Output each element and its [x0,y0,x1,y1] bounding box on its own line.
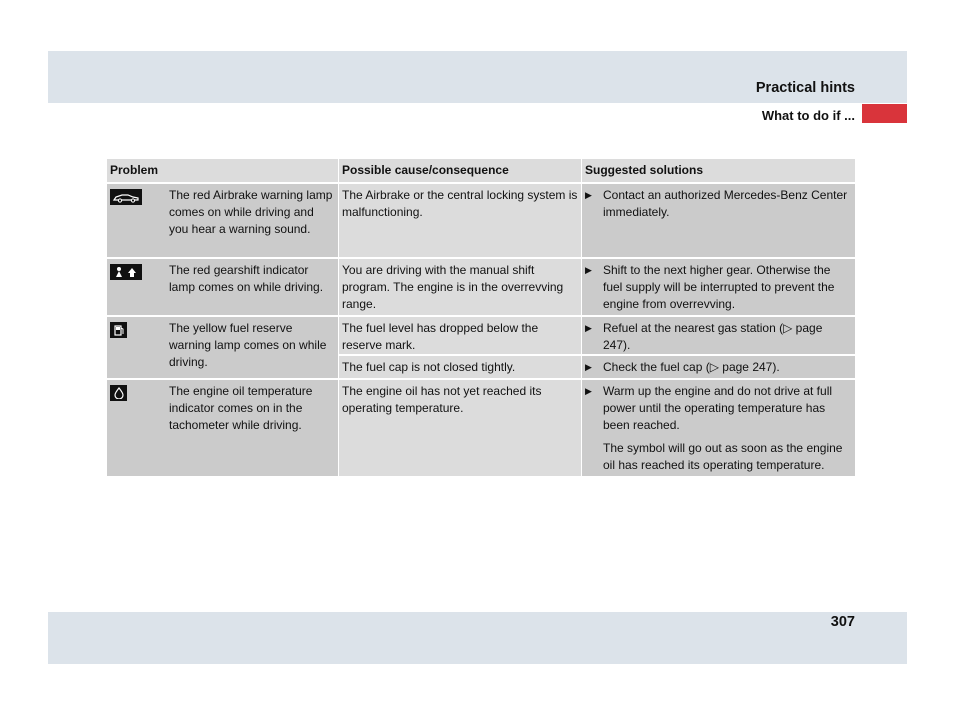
airbrake-car-icon [110,189,142,205]
cause-text: You are driving with the manual shift program. The engine is in the overrevving range. [338,259,581,315]
bullet-arrow-icon: ▶ [585,386,592,396]
page-number: 307 [830,614,855,630]
table-row [107,380,855,476]
problem-text: The engine oil temperature indicator comes on in the tachometer while driving. [169,384,313,432]
table-header-row [107,159,855,184]
solution-text: Refuel at the nearest gas station (▷ page 247). [603,321,823,352]
problem-text: The red gearshift indicator lamp comes on while driving. [169,263,324,294]
section-title: Practical hints [755,80,855,96]
cause-text: The engine oil has not yet reached its operating temperature. [338,380,581,476]
column-header-problem: Problem [107,159,338,182]
gearshift-indicator-icon [110,264,142,280]
subsection-title: What to do if ... [761,108,855,123]
section-tab-marker [862,104,907,123]
bullet-arrow-icon: ▶ [585,362,592,372]
bullet-arrow-icon: ▶ [585,265,592,275]
oil-temperature-icon [110,385,127,401]
solution-note: The symbol will go out as soon as the engine oil has reached its operating temperature. [603,441,843,472]
fuel-pump-icon [110,322,127,338]
column-header-solutions: Suggested solutions [581,159,855,182]
cause-text: The fuel cap is not closed tightly. [338,356,581,378]
table-row [107,184,855,259]
troubleshooting-table [107,159,855,476]
solution-text: Warm up the engine and do not drive at full power until the operating temperature has been reached. [603,384,833,432]
bullet-arrow-icon: ▶ [585,190,592,200]
column-header-cause: Possible cause/consequence [338,159,581,182]
table-row [107,259,855,317]
solution-text: Check the fuel cap (▷ page 247). [603,360,780,374]
solution-text: Shift to the next higher gear. Otherwise the fuel supply will be interrupted to prevent the engine from overrevving. [603,263,835,311]
cause-text: The Airbrake or the central locking system is malfunctioning. [338,184,581,257]
cause-text: The fuel level has dropped below the reserve mark. [338,317,581,354]
solution-text: Contact an authorized Mercedes-Benz Center immediately. [603,188,848,219]
table-row [107,317,855,380]
bullet-arrow-icon: ▶ [585,323,592,333]
footer-band [48,612,907,664]
problem-text: The yellow fuel reserve warning lamp comes on while driving. [169,321,327,369]
problem-text: The red Airbrake warning lamp comes on while driving and you hear a warning sound. [169,188,333,236]
